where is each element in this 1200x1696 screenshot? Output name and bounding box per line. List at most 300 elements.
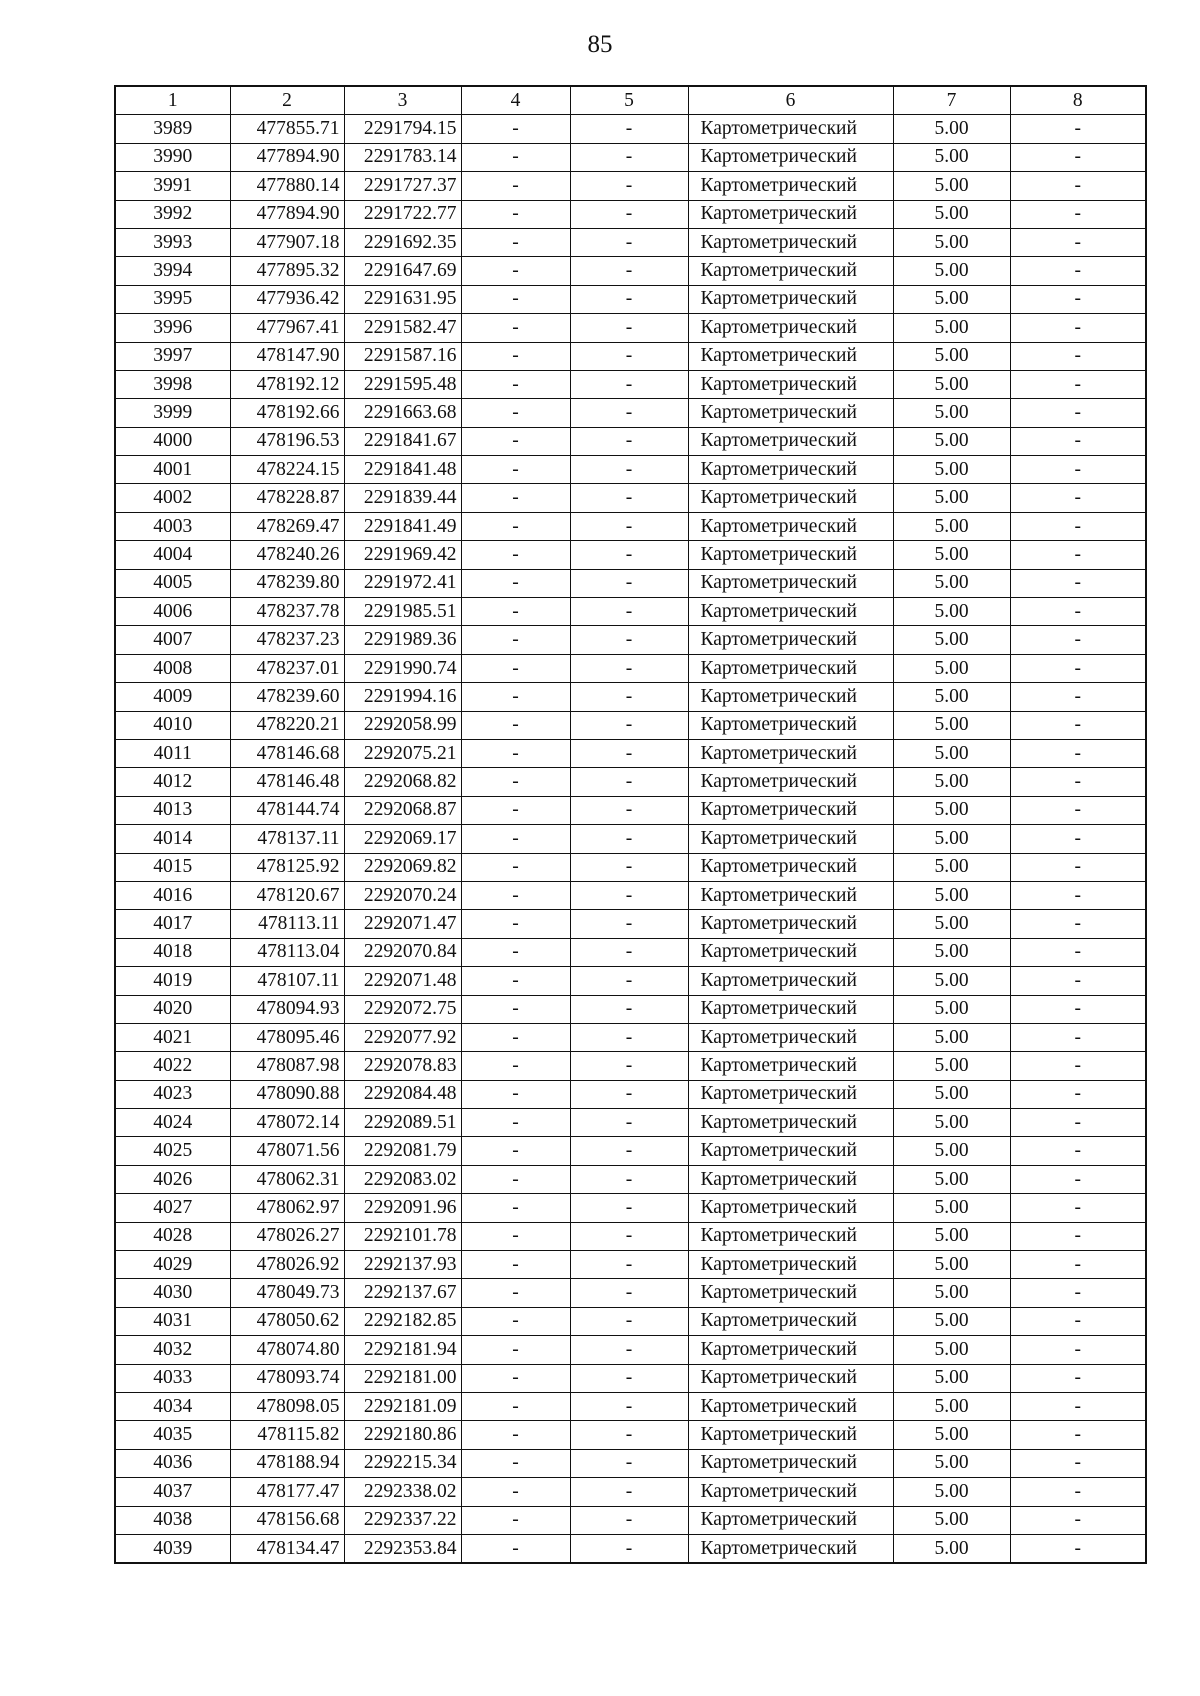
cell-method: Картометрический [688, 768, 893, 796]
cell-accuracy: 5.00 [893, 314, 1010, 342]
cell-point-number: 4026 [115, 1165, 230, 1193]
cell-coord-x: 478228.87 [230, 484, 344, 512]
cell-accuracy: 5.00 [893, 172, 1010, 200]
cell-method: Картометрический [688, 1194, 893, 1222]
cell-coord-x: 477855.71 [230, 115, 344, 143]
cell-col-8: - [1010, 938, 1146, 966]
cell-accuracy: 5.00 [893, 1364, 1010, 1392]
cell-col-4: - [461, 569, 570, 597]
table-row [115, 257, 1146, 285]
table-body [115, 115, 1146, 1563]
cell-method: Картометрический [688, 626, 893, 654]
cell-col-8: - [1010, 626, 1146, 654]
cell-accuracy: 5.00 [893, 1478, 1010, 1506]
cell-col-5: - [570, 1506, 688, 1534]
cell-point-number: 3998 [115, 370, 230, 398]
cell-col-4: - [461, 399, 570, 427]
cell-coord-x: 478156.68 [230, 1506, 344, 1534]
cell-col-4: - [461, 342, 570, 370]
cell-col-4: - [461, 115, 570, 143]
column-header-2: 2 [230, 86, 344, 115]
cell-col-4: - [461, 1307, 570, 1335]
cell-point-number: 4037 [115, 1478, 230, 1506]
cell-coord-x: 478098.05 [230, 1392, 344, 1420]
cell-coord-y: 2291969.42 [344, 541, 461, 569]
cell-accuracy: 5.00 [893, 1336, 1010, 1364]
cell-accuracy: 5.00 [893, 569, 1010, 597]
cell-col-5: - [570, 1052, 688, 1080]
cell-coord-y: 2292338.02 [344, 1478, 461, 1506]
cell-accuracy: 5.00 [893, 825, 1010, 853]
cell-accuracy: 5.00 [893, 1506, 1010, 1534]
cell-col-8: - [1010, 200, 1146, 228]
cell-accuracy: 5.00 [893, 739, 1010, 767]
cell-col-8: - [1010, 598, 1146, 626]
cell-coord-x: 478237.01 [230, 654, 344, 682]
table-row [115, 1336, 1146, 1364]
header-row [115, 86, 1146, 115]
cell-coord-x: 478062.97 [230, 1194, 344, 1222]
cell-accuracy: 5.00 [893, 1534, 1010, 1563]
table-row [115, 739, 1146, 767]
cell-coord-x: 478224.15 [230, 456, 344, 484]
cell-point-number: 3994 [115, 257, 230, 285]
cell-coord-y: 2291841.48 [344, 456, 461, 484]
cell-coord-y: 2292070.24 [344, 881, 461, 909]
cell-point-number: 4038 [115, 1506, 230, 1534]
cell-point-number: 4016 [115, 881, 230, 909]
cell-method: Картометрический [688, 598, 893, 626]
cell-method: Картометрический [688, 370, 893, 398]
cell-coord-x: 478087.98 [230, 1052, 344, 1080]
cell-col-4: - [461, 995, 570, 1023]
cell-coord-x: 478269.47 [230, 512, 344, 540]
cell-col-4: - [461, 1080, 570, 1108]
cell-accuracy: 5.00 [893, 967, 1010, 995]
cell-coord-y: 2292069.82 [344, 853, 461, 881]
cell-col-5: - [570, 1080, 688, 1108]
cell-col-5: - [570, 1279, 688, 1307]
cell-col-5: - [570, 172, 688, 200]
cell-accuracy: 5.00 [893, 1023, 1010, 1051]
cell-point-number: 4028 [115, 1222, 230, 1250]
cell-coord-y: 2291727.37 [344, 172, 461, 200]
cell-coord-y: 2292337.22 [344, 1506, 461, 1534]
table-row [115, 796, 1146, 824]
table-row [115, 1052, 1146, 1080]
cell-col-4: - [461, 1194, 570, 1222]
cell-coord-y: 2292089.51 [344, 1109, 461, 1137]
cell-point-number: 4006 [115, 598, 230, 626]
cell-col-8: - [1010, 1364, 1146, 1392]
table-row [115, 938, 1146, 966]
cell-col-8: - [1010, 1449, 1146, 1477]
cell-col-4: - [461, 967, 570, 995]
cell-col-8: - [1010, 768, 1146, 796]
cell-method: Картометрический [688, 1222, 893, 1250]
table-row [115, 1222, 1146, 1250]
cell-col-5: - [570, 314, 688, 342]
cell-method: Картометрический [688, 285, 893, 313]
table-row [115, 484, 1146, 512]
table-row [115, 1421, 1146, 1449]
cell-accuracy: 5.00 [893, 1222, 1010, 1250]
cell-method: Картометрический [688, 910, 893, 938]
cell-col-5: - [570, 739, 688, 767]
cell-method: Картометрический [688, 1109, 893, 1137]
cell-accuracy: 5.00 [893, 881, 1010, 909]
cell-coord-y: 2291989.36 [344, 626, 461, 654]
cell-col-8: - [1010, 370, 1146, 398]
cell-coord-x: 478026.27 [230, 1222, 344, 1250]
cell-method: Картометрический [688, 257, 893, 285]
cell-col-4: - [461, 598, 570, 626]
cell-point-number: 4011 [115, 739, 230, 767]
cell-coord-x: 478107.11 [230, 967, 344, 995]
cell-col-8: - [1010, 1137, 1146, 1165]
table-row [115, 228, 1146, 256]
cell-method: Картометрический [688, 853, 893, 881]
cell-col-8: - [1010, 285, 1146, 313]
cell-col-8: - [1010, 1109, 1146, 1137]
cell-col-4: - [461, 1506, 570, 1534]
cell-coord-x: 478120.67 [230, 881, 344, 909]
cell-col-8: - [1010, 314, 1146, 342]
cell-point-number: 4019 [115, 967, 230, 995]
cell-coord-y: 2292068.87 [344, 796, 461, 824]
table-row [115, 1137, 1146, 1165]
cell-col-8: - [1010, 1336, 1146, 1364]
cell-col-5: - [570, 1392, 688, 1420]
cell-point-number: 4021 [115, 1023, 230, 1051]
cell-accuracy: 5.00 [893, 1449, 1010, 1477]
cell-accuracy: 5.00 [893, 626, 1010, 654]
cell-point-number: 4032 [115, 1336, 230, 1364]
cell-coord-y: 2291692.35 [344, 228, 461, 256]
cell-coord-x: 478072.14 [230, 1109, 344, 1137]
cell-col-8: - [1010, 739, 1146, 767]
cell-point-number: 4035 [115, 1421, 230, 1449]
cell-coord-y: 2292215.34 [344, 1449, 461, 1477]
cell-point-number: 3996 [115, 314, 230, 342]
cell-col-4: - [461, 370, 570, 398]
cell-col-5: - [570, 143, 688, 171]
cell-col-4: - [461, 683, 570, 711]
cell-coord-y: 2292084.48 [344, 1080, 461, 1108]
cell-coord-y: 2292070.84 [344, 938, 461, 966]
cell-col-5: - [570, 1364, 688, 1392]
cell-point-number: 4015 [115, 853, 230, 881]
cell-col-8: - [1010, 910, 1146, 938]
cell-coord-x: 478188.94 [230, 1449, 344, 1477]
cell-coord-x: 478196.53 [230, 427, 344, 455]
column-header-7: 7 [893, 86, 1010, 115]
cell-accuracy: 5.00 [893, 1052, 1010, 1080]
cell-col-4: - [461, 881, 570, 909]
cell-col-8: - [1010, 711, 1146, 739]
cell-col-8: - [1010, 484, 1146, 512]
cell-method: Картометрический [688, 143, 893, 171]
cell-col-5: - [570, 228, 688, 256]
cell-col-8: - [1010, 1506, 1146, 1534]
cell-coord-y: 2292181.94 [344, 1336, 461, 1364]
cell-method: Картометрический [688, 1478, 893, 1506]
table-row [115, 285, 1146, 313]
cell-point-number: 3991 [115, 172, 230, 200]
cell-coord-y: 2292058.99 [344, 711, 461, 739]
cell-col-4: - [461, 143, 570, 171]
cell-coord-y: 2292101.78 [344, 1222, 461, 1250]
cell-col-5: - [570, 1307, 688, 1335]
cell-col-4: - [461, 1023, 570, 1051]
cell-point-number: 4005 [115, 569, 230, 597]
cell-point-number: 4036 [115, 1449, 230, 1477]
table-row [115, 342, 1146, 370]
table-row [115, 1109, 1146, 1137]
cell-col-4: - [461, 938, 570, 966]
cell-method: Картометрический [688, 456, 893, 484]
cell-col-4: - [461, 1421, 570, 1449]
cell-coord-x: 478026.92 [230, 1251, 344, 1279]
cell-accuracy: 5.00 [893, 1109, 1010, 1137]
cell-accuracy: 5.00 [893, 683, 1010, 711]
cell-point-number: 4010 [115, 711, 230, 739]
cell-accuracy: 5.00 [893, 711, 1010, 739]
cell-coord-x: 478049.73 [230, 1279, 344, 1307]
cell-col-5: - [570, 967, 688, 995]
cell-coord-y: 2291990.74 [344, 654, 461, 682]
cell-coord-y: 2291985.51 [344, 598, 461, 626]
column-header-5: 5 [570, 86, 688, 115]
cell-col-5: - [570, 342, 688, 370]
cell-col-4: - [461, 1052, 570, 1080]
cell-col-5: - [570, 257, 688, 285]
cell-col-5: - [570, 825, 688, 853]
cell-coord-x: 478192.12 [230, 370, 344, 398]
cell-col-4: - [461, 768, 570, 796]
cell-method: Картометрический [688, 399, 893, 427]
cell-col-5: - [570, 1194, 688, 1222]
cell-point-number: 4025 [115, 1137, 230, 1165]
cell-col-8: - [1010, 1307, 1146, 1335]
cell-coord-y: 2291839.44 [344, 484, 461, 512]
column-header-8: 8 [1010, 86, 1146, 115]
cell-coord-x: 478144.74 [230, 796, 344, 824]
cell-accuracy: 5.00 [893, 200, 1010, 228]
cell-col-5: - [570, 1336, 688, 1364]
cell-accuracy: 5.00 [893, 1165, 1010, 1193]
column-header-1: 1 [115, 86, 230, 115]
cell-col-4: - [461, 257, 570, 285]
cell-col-5: - [570, 115, 688, 143]
cell-accuracy: 5.00 [893, 115, 1010, 143]
cell-coord-x: 478062.31 [230, 1165, 344, 1193]
cell-accuracy: 5.00 [893, 1080, 1010, 1108]
cell-accuracy: 5.00 [893, 342, 1010, 370]
table-row [115, 853, 1146, 881]
table-row [115, 541, 1146, 569]
cell-col-4: - [461, 314, 570, 342]
cell-coord-x: 478192.66 [230, 399, 344, 427]
table-row [115, 1165, 1146, 1193]
cell-coord-y: 2292077.92 [344, 1023, 461, 1051]
cell-col-4: - [461, 172, 570, 200]
cell-point-number: 4014 [115, 825, 230, 853]
cell-accuracy: 5.00 [893, 1251, 1010, 1279]
cell-coord-x: 478095.46 [230, 1023, 344, 1051]
cell-col-4: - [461, 1534, 570, 1563]
table-row [115, 1194, 1146, 1222]
table-row [115, 512, 1146, 540]
cell-accuracy: 5.00 [893, 938, 1010, 966]
cell-col-8: - [1010, 342, 1146, 370]
cell-coord-y: 2291722.77 [344, 200, 461, 228]
cell-coord-x: 478090.88 [230, 1080, 344, 1108]
cell-accuracy: 5.00 [893, 541, 1010, 569]
cell-col-8: - [1010, 853, 1146, 881]
cell-col-5: - [570, 1222, 688, 1250]
cell-method: Картометрический [688, 881, 893, 909]
cell-col-4: - [461, 853, 570, 881]
cell-accuracy: 5.00 [893, 853, 1010, 881]
cell-accuracy: 5.00 [893, 1421, 1010, 1449]
cell-method: Картометрический [688, 711, 893, 739]
cell-accuracy: 5.00 [893, 768, 1010, 796]
cell-accuracy: 5.00 [893, 1392, 1010, 1420]
cell-col-5: - [570, 881, 688, 909]
cell-point-number: 4031 [115, 1307, 230, 1335]
cell-point-number: 4022 [115, 1052, 230, 1080]
cell-col-8: - [1010, 967, 1146, 995]
cell-accuracy: 5.00 [893, 456, 1010, 484]
cell-col-4: - [461, 1109, 570, 1137]
cell-accuracy: 5.00 [893, 995, 1010, 1023]
table-row [115, 1080, 1146, 1108]
table-row [115, 881, 1146, 909]
cell-col-4: - [461, 1449, 570, 1477]
cell-coord-x: 477967.41 [230, 314, 344, 342]
cell-point-number: 4001 [115, 456, 230, 484]
cell-coord-x: 478115.82 [230, 1421, 344, 1449]
cell-accuracy: 5.00 [893, 257, 1010, 285]
cell-coord-x: 478074.80 [230, 1336, 344, 1364]
cell-point-number: 3992 [115, 200, 230, 228]
cell-point-number: 4018 [115, 938, 230, 966]
cell-col-5: - [570, 626, 688, 654]
cell-col-8: - [1010, 1251, 1146, 1279]
cell-coord-y: 2291582.47 [344, 314, 461, 342]
cell-coord-y: 2291595.48 [344, 370, 461, 398]
cell-col-8: - [1010, 257, 1146, 285]
cell-col-5: - [570, 683, 688, 711]
table-row [115, 825, 1146, 853]
cell-method: Картометрический [688, 512, 893, 540]
cell-coord-x: 477894.90 [230, 143, 344, 171]
cell-accuracy: 5.00 [893, 143, 1010, 171]
cell-coord-y: 2291972.41 [344, 569, 461, 597]
cell-accuracy: 5.00 [893, 399, 1010, 427]
cell-method: Картометрический [688, 172, 893, 200]
cell-coord-y: 2292078.83 [344, 1052, 461, 1080]
cell-method: Картометрический [688, 1336, 893, 1364]
cell-col-8: - [1010, 1194, 1146, 1222]
cell-method: Картометрический [688, 541, 893, 569]
cell-coord-x: 478147.90 [230, 342, 344, 370]
cell-accuracy: 5.00 [893, 1137, 1010, 1165]
cell-col-5: - [570, 1478, 688, 1506]
cell-point-number: 4009 [115, 683, 230, 711]
cell-col-8: - [1010, 172, 1146, 200]
table-row [115, 1392, 1146, 1420]
cell-method: Картометрический [688, 995, 893, 1023]
cell-coord-y: 2292069.17 [344, 825, 461, 853]
table-row [115, 1251, 1146, 1279]
cell-col-5: - [570, 484, 688, 512]
cell-col-4: - [461, 427, 570, 455]
cell-method: Картометрический [688, 1023, 893, 1051]
table-row [115, 115, 1146, 143]
cell-col-5: - [570, 541, 688, 569]
cell-col-4: - [461, 512, 570, 540]
cell-point-number: 4017 [115, 910, 230, 938]
cell-coord-x: 478071.56 [230, 1137, 344, 1165]
cell-col-5: - [570, 654, 688, 682]
cell-col-8: - [1010, 1392, 1146, 1420]
cell-coord-x: 478240.26 [230, 541, 344, 569]
cell-point-number: 4030 [115, 1279, 230, 1307]
cell-coord-y: 2291994.16 [344, 683, 461, 711]
cell-coord-x: 478134.47 [230, 1534, 344, 1563]
cell-col-4: - [461, 1222, 570, 1250]
cell-col-5: - [570, 711, 688, 739]
table-row [115, 370, 1146, 398]
cell-coord-y: 2291794.15 [344, 115, 461, 143]
table-header [115, 86, 1146, 115]
cell-method: Картометрический [688, 683, 893, 711]
cell-col-4: - [461, 484, 570, 512]
cell-coord-x: 478146.48 [230, 768, 344, 796]
cell-method: Картометрический [688, 1421, 893, 1449]
cell-method: Картометрический [688, 938, 893, 966]
cell-coord-x: 478146.68 [230, 739, 344, 767]
table-row [115, 711, 1146, 739]
cell-col-5: - [570, 512, 688, 540]
cell-col-8: - [1010, 1478, 1146, 1506]
cell-method: Картометрический [688, 342, 893, 370]
cell-col-8: - [1010, 1534, 1146, 1563]
cell-point-number: 3999 [115, 399, 230, 427]
table-row [115, 569, 1146, 597]
cell-method: Картометрический [688, 1052, 893, 1080]
table-row [115, 1478, 1146, 1506]
cell-col-8: - [1010, 228, 1146, 256]
cell-col-5: - [570, 1165, 688, 1193]
cell-point-number: 3995 [115, 285, 230, 313]
cell-method: Картометрический [688, 1251, 893, 1279]
cell-col-5: - [570, 427, 688, 455]
cell-method: Картометрический [688, 228, 893, 256]
column-header-6: 6 [688, 86, 893, 115]
cell-col-4: - [461, 285, 570, 313]
cell-col-4: - [461, 711, 570, 739]
cell-col-8: - [1010, 654, 1146, 682]
table-row [115, 1364, 1146, 1392]
cell-coord-x: 478113.04 [230, 938, 344, 966]
cell-method: Картометрический [688, 314, 893, 342]
cell-col-5: - [570, 456, 688, 484]
cell-coord-x: 478094.93 [230, 995, 344, 1023]
cell-col-5: - [570, 569, 688, 597]
